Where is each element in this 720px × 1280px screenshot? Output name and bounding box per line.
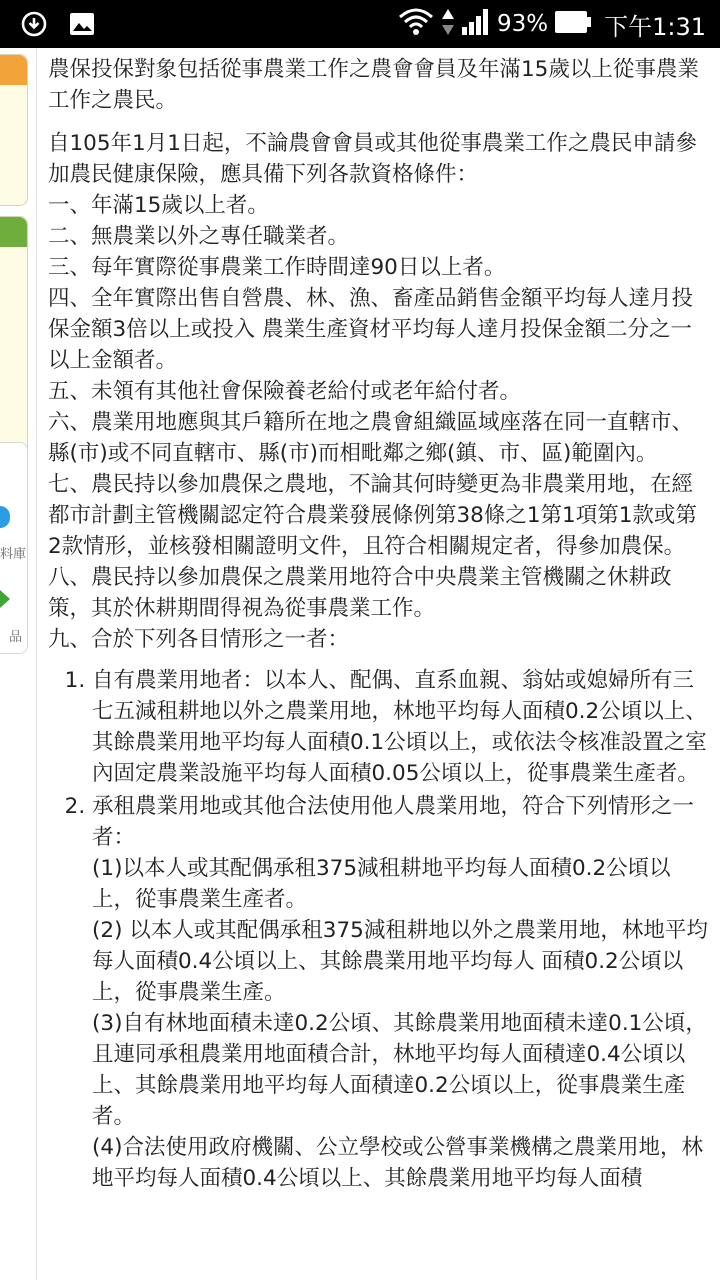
sidebar-divider (36, 48, 37, 1280)
sidebar-link-product[interactable]: 品 (8, 630, 22, 645)
image-icon (66, 8, 98, 40)
criteria-item: 七、農民持以參加農保之農地，不論其何時變更為非農業用地，在經都市計劃主管機關認定符合農業發展條例第38條之1第1項第1款或第2款情形，並核發相關證明文件，且符合相關規定者，得參加農保。 (48, 472, 697, 559)
sub-item: (1)以本人或其配偶承租375減租耕地平均每人面積0.2公頃以上，從事農業生產者。 (92, 856, 671, 912)
wifi-icon (397, 7, 435, 41)
criteria-item: 五、未領有其他社會保險養老給付或老年給付者。 (48, 379, 522, 404)
list-item (92, 791, 710, 1194)
list-item-text: 承租農業用地或其他合法使用他人農業用地，符合下列情形之一者： (92, 794, 695, 850)
criteria-item: 九、合於下列各目情形之一者： (48, 627, 350, 652)
battery-icon (554, 10, 592, 38)
signal-icon (461, 7, 491, 41)
sidebar-card-orange[interactable] (0, 54, 28, 206)
sidebar-link-database[interactable]: 料庫 (0, 547, 27, 562)
article-content (48, 54, 710, 1196)
land-criteria-list (48, 665, 710, 1194)
sync-icon (18, 8, 50, 40)
sub-item: (2) 以本人或其配偶承租375減租耕地以外之農業用地，林地平均每人面積0.4公頃以上、其餘農業用地平均每人 面積0.2公頃以上，從事農業生產。 (92, 918, 708, 1005)
lead-paragraph: 自105年1月1日起，不論農會會員或其他從事農業工作之農民申請參加農民健康保險，應具備下列各款資格條件： (48, 131, 697, 187)
clock: 下午1:31 (604, 12, 706, 41)
criteria-item: 四、全年實際出售自營農、林、漁、畜產品銷售金額平均每人達月投保金額3倍以上或投入 農業生產資材平均每人達月投保金額二分之一以上金額者。 (48, 286, 694, 373)
criteria-item: 一、年滿15歲以上者。 (48, 193, 269, 218)
sub-item: (3)自有林地面積未達0.2公頃、其餘農業用地面積未達0.1公頃，且連同承租農業用地面積合計，林地平均每人面積達0.4公頃以上、其餘農業用地平均每人面積達0.2公頃以上，從事農業生產者。 (92, 1011, 707, 1129)
sidebar (0, 48, 30, 1280)
list-item (92, 665, 710, 789)
intro-paragraph: 農保投保對象包括從事農業工作之農會會員及年滿15歲以上從事農業工作之農民。 (48, 57, 699, 113)
criteria-item: 六、農業用地應與其戶籍所在地之農會組織區域座落在同一直轄市、縣(市)或不同直轄市、縣(市)而相毗鄰之鄉(鎮、市、區)範圍內。 (48, 410, 694, 466)
list-item-text: 自有農業用地者：以本人、配偶、直系血親、翁姑或媳婦所有三七五減租耕地以外之農業用地，林地平均每人面積0.2公頃以上、其餘農業用地平均每人面積0.1公頃以上，或依法令核准設置之室內固定農業設施平均每人面積0.05公頃以上，從事農業生產者。 (92, 668, 707, 786)
criteria-item: 八、農民持以參加農保之農業用地符合中央農業主管機關之休耕政策，其於休耕期間得視為從事農業工作。 (48, 565, 672, 621)
status-bar (0, 0, 720, 48)
criteria-item: 三、每年實際從事農業工作時間達90日以上者。 (48, 255, 506, 280)
criteria-item: 二、無農業以外之專任職業者。 (48, 224, 350, 249)
battery-percent: 93% (496, 11, 549, 37)
data-arrows-icon (441, 7, 455, 41)
sub-item: (4)合法使用政府機關、公立學校或公營事業機構之農業用地，林地平均每人面積0.4公頃以上、其餘農業用地平均每人面積 (92, 1135, 703, 1191)
sidebar-card-green[interactable] (0, 216, 28, 454)
